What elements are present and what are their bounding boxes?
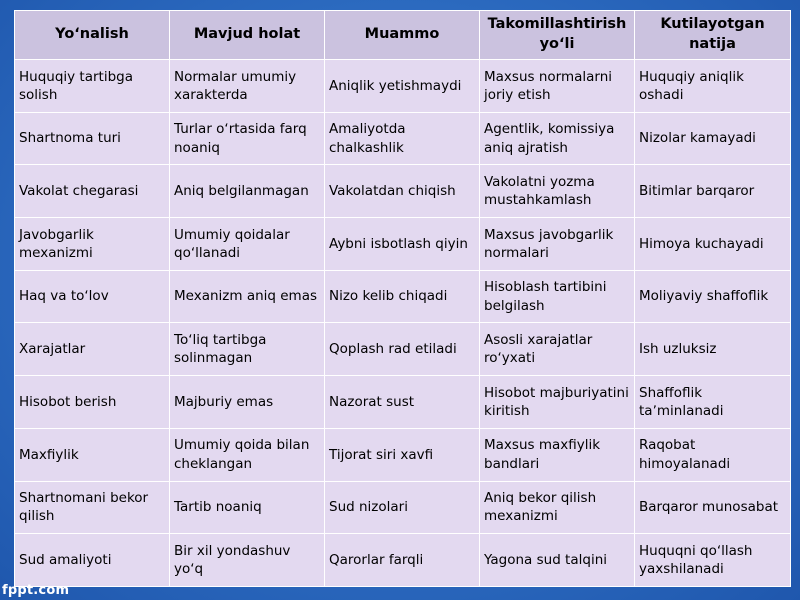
table-cell: Javobgarlik mexanizmi xyxy=(15,218,170,271)
table-cell: Sud nizolari xyxy=(325,481,480,534)
table-cell: Umumiy qoidalar qoʻllanadi xyxy=(170,218,325,271)
table-row xyxy=(15,376,791,429)
table-cell: Bitimlar barqaror xyxy=(635,165,791,218)
table-cell: Vakolatdan chiqish xyxy=(325,165,480,218)
table-cell: Umumiy qoida bilan cheklangan xyxy=(170,428,325,481)
table-row xyxy=(15,428,791,481)
table-cell: Ish uzluksiz xyxy=(635,323,791,376)
header-current-state: Mavjud holat xyxy=(170,11,325,60)
table-row xyxy=(15,270,791,323)
table-cell: Tartib noaniq xyxy=(170,481,325,534)
table-cell: Qarorlar farqli xyxy=(325,534,480,587)
table-cell: Aniqlik yetishmaydi xyxy=(325,60,480,113)
table-cell: Nizolar kamayadi xyxy=(635,112,791,165)
table-row xyxy=(15,323,791,376)
table-cell: Asosli xarajatlar roʻyxati xyxy=(480,323,635,376)
table-cell: Maxsus normalarni joriy etish xyxy=(480,60,635,113)
table-cell: Nizo kelib chiqadi xyxy=(325,270,480,323)
table-cell: Barqaror munosabat xyxy=(635,481,791,534)
table-cell: Huquqiy tartibga solish xyxy=(15,60,170,113)
table-cell: Shaffoflik taʼminlanadi xyxy=(635,376,791,429)
table-row xyxy=(15,534,791,587)
table-cell: Yagona sud talqini xyxy=(480,534,635,587)
table-cell: Haq va toʻlov xyxy=(15,270,170,323)
header-improvement: Takomillashtirish yoʻli xyxy=(480,11,635,60)
table-cell: Hisoblash tartibini belgilash xyxy=(480,270,635,323)
table-cell: Majburiy emas xyxy=(170,376,325,429)
slide-table-container xyxy=(14,10,790,587)
table-cell: Qoplash rad etiladi xyxy=(325,323,480,376)
table-row xyxy=(15,112,791,165)
table-cell: Maxfiylik xyxy=(15,428,170,481)
table-cell: Hisobot berish xyxy=(15,376,170,429)
table-cell: Sud amaliyoti xyxy=(15,534,170,587)
table-cell: Aniq bekor qilish mexanizmi xyxy=(480,481,635,534)
table-cell: Bir xil yondashuv yoʻq xyxy=(170,534,325,587)
table-cell: Xarajatlar xyxy=(15,323,170,376)
header-expected-result: Kutilayotgan natija xyxy=(635,11,791,60)
table-cell: Vakolatni yozma mustahkamlash xyxy=(480,165,635,218)
table-cell: Shartnomani bekor qilish xyxy=(15,481,170,534)
table-header-row xyxy=(15,11,791,60)
table-cell: Huquqni qoʻllash yaxshilanadi xyxy=(635,534,791,587)
table-cell: Himoya kuchayadi xyxy=(635,218,791,271)
table-cell: Nazorat sust xyxy=(325,376,480,429)
table-cell: Amaliyotda chalkashlik xyxy=(325,112,480,165)
table-row xyxy=(15,60,791,113)
header-problem: Muammo xyxy=(325,11,480,60)
table-cell: Hisobot majburiyatini kiritish xyxy=(480,376,635,429)
table-cell: Huquqiy aniqlik oshadi xyxy=(635,60,791,113)
table-cell: Tijorat siri xavfi xyxy=(325,428,480,481)
table-cell: Mexanizm aniq emas xyxy=(170,270,325,323)
table-cell: Toʻliq tartibga solinmagan xyxy=(170,323,325,376)
table-cell: Vakolat chegarasi xyxy=(15,165,170,218)
table-cell: Aybni isbotlash qiyin xyxy=(325,218,480,271)
comparison-table xyxy=(14,10,791,587)
table-row xyxy=(15,165,791,218)
table-cell: Shartnoma turi xyxy=(15,112,170,165)
table-cell: Moliyaviy shaffoflik xyxy=(635,270,791,323)
table-cell: Aniq belgilanmagan xyxy=(170,165,325,218)
table-cell: Agentlik, komissiya aniq ajratish xyxy=(480,112,635,165)
table-cell: Raqobat himoyalanadi xyxy=(635,428,791,481)
header-direction: Yoʻnalish xyxy=(15,11,170,60)
table-row xyxy=(15,218,791,271)
table-cell: Turlar oʻrtasida farq noaniq xyxy=(170,112,325,165)
watermark-logo: fppt.com xyxy=(2,583,70,598)
table-cell: Maxsus javobgarlik normalari xyxy=(480,218,635,271)
table-row xyxy=(15,481,791,534)
table-cell: Maxsus maxfiylik bandlari xyxy=(480,428,635,481)
table-cell: Normalar umumiy xarakterda xyxy=(170,60,325,113)
